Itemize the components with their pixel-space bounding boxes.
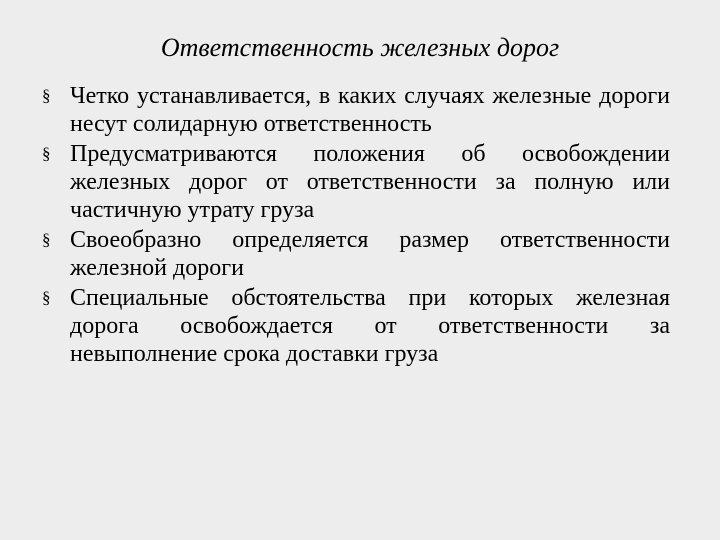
bullet-marker-icon: §	[42, 288, 51, 307]
bullet-text: Предусматриваются положения об освобождении железных дорог от ответственности за полную или частичную утрату груза	[70, 141, 670, 223]
bullet-marker-icon: §	[42, 230, 51, 249]
bullet-item	[40, 284, 670, 368]
bullet-item	[40, 140, 670, 224]
bullet-marker-icon: §	[42, 144, 51, 163]
bullet-marker-icon: §	[42, 86, 51, 105]
bullet-text: Четко устанавливается, в каких случаях железные дороги несут солидарную ответственность	[70, 83, 670, 137]
bullet-item	[40, 82, 670, 138]
bullet-item	[40, 226, 670, 282]
bullet-list	[40, 82, 670, 370]
bullet-text: Своеобразно определяется размер ответственности железной дороги	[70, 227, 670, 281]
slide-title: Ответственность железных дорог	[160, 33, 560, 62]
bullet-text: Специальные обстоятельства при которых железная дорога освобождается от ответственности за невыполнение срока доставки груза	[70, 285, 670, 367]
